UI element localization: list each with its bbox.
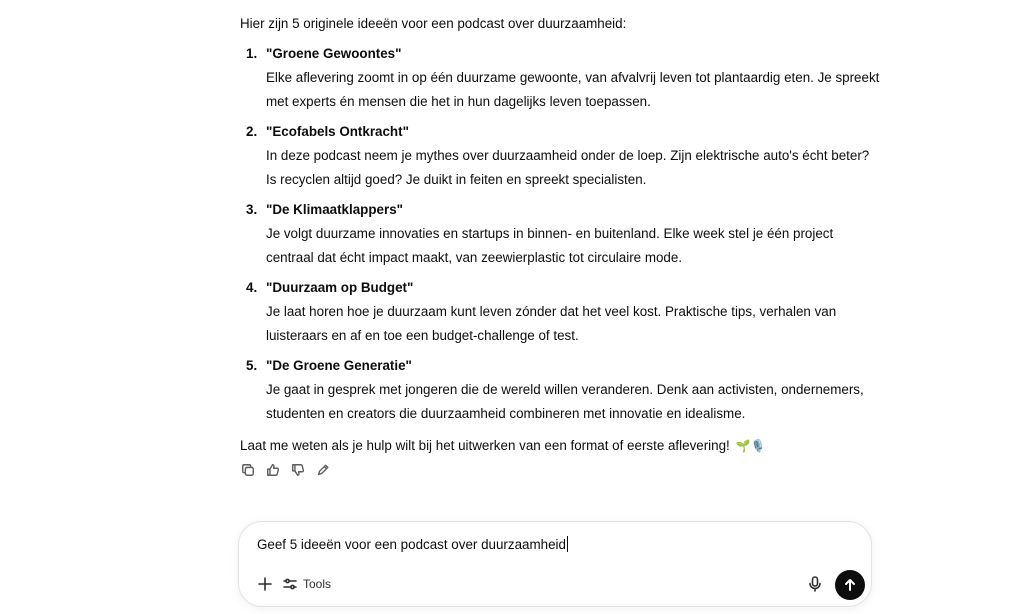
item-title: "De Klimaatklappers" — [266, 202, 403, 217]
microphone-button[interactable] — [805, 574, 825, 594]
thumbs-down-button[interactable] — [290, 462, 306, 478]
list-item — [240, 120, 880, 192]
thumbs-down-icon — [291, 463, 305, 477]
thumbs-up-icon — [266, 463, 280, 477]
prompt-text: Geef 5 ideeën voor een podcast over duurzaamheid — [257, 537, 566, 552]
item-number: 1. — [246, 46, 258, 61]
item-number: 2. — [246, 124, 258, 139]
response-intro: Hier zijn 5 originele ideeën voor een podcast over duurzaamheid: — [240, 16, 627, 31]
thumbs-up-button[interactable] — [265, 462, 281, 478]
tools-label: Tools — [303, 577, 332, 591]
list-item — [240, 42, 880, 114]
copy-button[interactable] — [240, 462, 256, 478]
item-description: In deze podcast neem je mythes over duurzaamheid onder de loep. Zijn elektrische auto's écht beter? Is recyclen altijd goed? Je duikt in feiten en spreekt specialisten. — [266, 148, 870, 187]
list-item — [240, 276, 880, 348]
edit-button[interactable] — [315, 462, 331, 478]
item-description: Je gaat in gesprek met jongeren die de wereld willen veranderen. Denk aan activisten, ondernemers, studenten en creators die duurzaamheid combineren met innovatie en idealisme. — [266, 382, 864, 421]
item-title: "Groene Gewoontes" — [266, 46, 402, 61]
outro-text: Laat me weten als je hulp wilt bij het uitwerken van een format of eerste aflevering! — [240, 438, 730, 453]
list-item — [240, 354, 880, 426]
ideas-list — [240, 42, 880, 426]
message-actions — [240, 462, 331, 478]
add-button[interactable] — [255, 574, 275, 594]
copy-icon — [241, 463, 255, 477]
item-description: Je laat horen hoe je duurzaam kunt leven zónder dat het veel kost. Praktische tips, verhalen van luisteraars en af en toe een budget-challenge of test. — [266, 304, 837, 343]
assistant-response — [240, 12, 880, 458]
item-title: "De Groene Generatie" — [266, 358, 412, 373]
item-number: 5. — [246, 358, 258, 373]
item-description: Je volgt duurzame innovaties en startups in binnen- en buitenland. Elke week stel je één project centraal dat écht impact maakt, van zeewierplastic tot circulaire mode. — [266, 226, 834, 265]
arrow-up-icon — [843, 578, 857, 592]
item-title: "Duurzaam op Budget" — [266, 280, 414, 295]
item-number: 3. — [246, 202, 258, 217]
edit-icon — [316, 463, 330, 477]
item-number: 4. — [246, 280, 258, 295]
prompt-input[interactable] — [257, 536, 568, 552]
response-outro — [240, 434, 880, 458]
list-item — [240, 198, 880, 270]
tools-button[interactable] — [283, 574, 331, 594]
seedling-microphone-emoji: 🌱🎙️ — [735, 439, 766, 453]
plus-icon — [258, 577, 272, 591]
item-description: Elke aflevering zoomt in op één duurzame gewoonte, van afvalvrij leven tot plantaardig eten. Je spreekt met experts én mensen die het in hun dagelijks leven toepassen. — [266, 70, 880, 109]
item-title: "Ecofabels Ontkracht" — [266, 124, 409, 139]
sliders-icon — [283, 577, 297, 591]
text-caret — [567, 536, 568, 552]
send-button[interactable] — [835, 570, 865, 600]
message-composer[interactable] — [238, 521, 872, 607]
microphone-icon — [808, 576, 822, 592]
